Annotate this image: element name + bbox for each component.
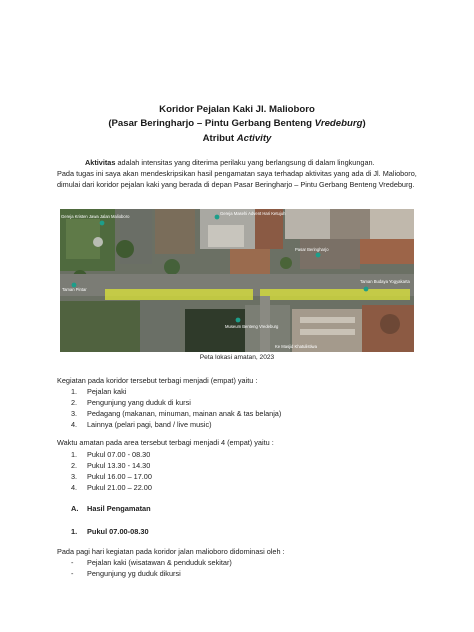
map-pin-icon [215, 215, 220, 220]
document-subtitle [0, 118, 474, 129]
map-label: Ke Masjid Khatulistiwa [275, 344, 317, 349]
morning-intro: Pada pagi hari kegiatan pada koridor jalan malioboro didominasi oleh : [57, 547, 285, 556]
list-bullet: - [71, 569, 74, 578]
definition-line [57, 157, 419, 168]
list-bullet: - [71, 558, 74, 567]
list-text: Pengunjung yg duduk dikursi [87, 569, 181, 578]
map-caption: Peta lokasi amatan, 2023 [199, 354, 275, 361]
list-item [71, 386, 411, 397]
subtitle-suffix: ) [362, 118, 366, 129]
list-item [71, 482, 411, 493]
section-title: Hasil Pengamatan [87, 504, 151, 513]
map-label: Museum Benteng Vredeburg [225, 324, 279, 329]
list-number: 2. [71, 461, 78, 470]
list-item [71, 471, 411, 482]
satellite-image [60, 209, 414, 352]
list-number: 2. [71, 398, 78, 407]
map-pin-icon [316, 253, 321, 258]
map-pin-icon [236, 318, 241, 323]
map-label: Taman Budaya Yogyakarta [360, 279, 410, 284]
list-text: Pukul 21.00 – 22.00 [87, 483, 152, 492]
list-text: Pedagang (makanan, minuman, mainan anak & tas belanja) [87, 409, 282, 418]
section-heading-a [71, 504, 271, 515]
categories-intro: Kegiatan pada koridor tersebut terbagi menjadi (empat) yaitu : [57, 376, 258, 385]
list-item [71, 557, 411, 568]
list-text: Pukul 13.30 - 14.30 [87, 461, 151, 470]
map-pin-icon [100, 221, 105, 226]
map-label: Pasar Beringharjo [295, 247, 329, 252]
map-label: Gereja Masehi Advent Hari Ketujuh [220, 211, 286, 216]
list-number: 4. [71, 483, 78, 492]
list-text: Pengunjung yang duduk di kursi [87, 398, 191, 407]
definition-text: adalah intensitas yang diterima perilaku yang berlangsung di dalam lingkungan. [115, 158, 375, 167]
map-pin-icon [364, 287, 369, 292]
intro-paragraph [57, 157, 419, 190]
list-number: 1. [71, 450, 78, 459]
section-number: A. [71, 504, 79, 513]
list-item [71, 568, 411, 579]
list-text: Pukul 07.00 - 08.30 [87, 450, 151, 459]
list-item [71, 460, 411, 471]
subtitle-prefix: (Pasar Beringharjo – Pintu Gerbang Benteng [108, 118, 315, 129]
list-number: 1. [71, 387, 78, 396]
attribute-prefix: Atribut [202, 133, 237, 144]
list-item [71, 449, 411, 460]
categories-list [71, 386, 411, 430]
times-list [71, 449, 411, 493]
list-number: 4. [71, 420, 78, 429]
subtitle-italic: Vredeburg [314, 118, 363, 129]
section-title: Pukul 07.00-08.30 [87, 527, 149, 536]
attribute-italic: Activity [236, 133, 272, 144]
list-text: Lainnya (pelari pagi, band / live music) [87, 420, 212, 429]
list-text: Pejalan kaki [87, 387, 127, 396]
intro-body: Pada tugas ini saya akan mendeskripsikan hasil pengamatan saya terhadap aktivitas yang ada di Jl. Malioboro, dimulai dari koridor pejalan kaki yang berada di depan Pasar Beringharjo – Pintu Gerbang Benteng Vredeburg. [57, 169, 417, 189]
morning-list [71, 557, 411, 579]
list-number: 3. [71, 472, 78, 481]
attribute-heading [0, 133, 474, 144]
list-item [71, 419, 411, 430]
list-text: Pejalan kaki (wisatawan & penduduk sekitar) [87, 558, 232, 567]
section-number: 1. [71, 527, 78, 536]
map-label: Taman Pintar [62, 287, 87, 292]
map-label: Gereja Kristen Jawa Jalan Malioboro [61, 214, 130, 219]
times-intro: Waktu amatan pada area tersebut terbagi menjadi 4 (empat) yaitu : [57, 438, 274, 447]
list-number: 3. [71, 409, 78, 418]
list-item [71, 408, 411, 419]
location-map [60, 209, 414, 352]
document-title: Koridor Pejalan Kaki Jl. Malioboro [159, 104, 315, 115]
list-item [71, 397, 411, 408]
list-text: Pukul 16.00 – 17.00 [87, 472, 152, 481]
subsection-heading-1 [71, 527, 271, 538]
definition-term: Aktivitas [85, 158, 116, 167]
